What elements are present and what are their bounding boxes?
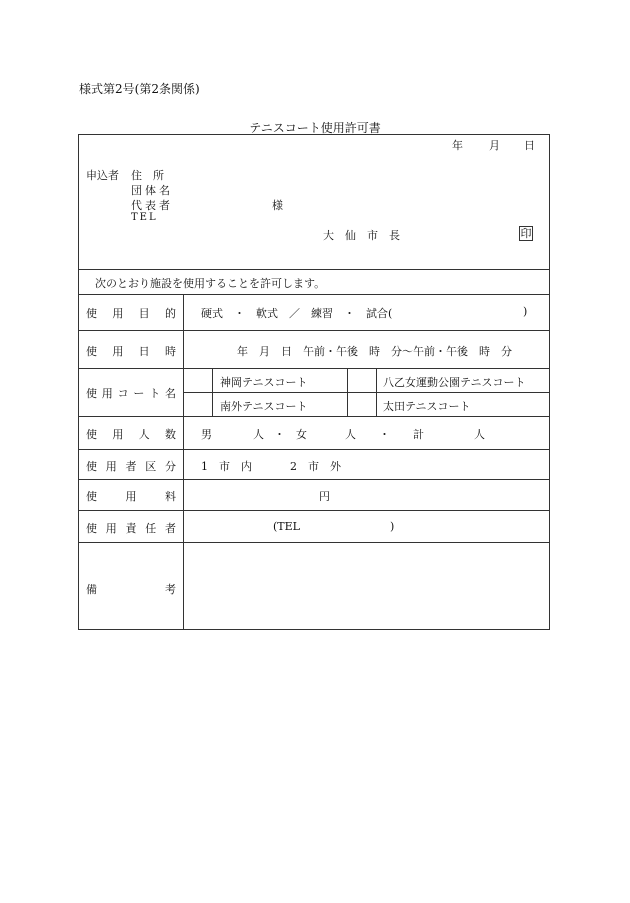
count-label: 使 用 人 数 [86,428,176,441]
applicant-label: 申込者 [86,169,119,182]
divider [78,330,550,331]
purpose-close-paren: ) [523,305,528,318]
divider [78,449,550,450]
manager-tel-open: (TEL [273,520,300,533]
divider [78,294,550,295]
purpose-options: 硬式 ・ 軟式 ／ 練習 ・ 試合( [201,307,393,320]
address-label: 住 所 [131,169,164,182]
divider [78,479,550,480]
category-label: 使 用 者 区 分 [86,460,176,473]
tel-label: TEL [131,212,158,223]
fee-unit: 円 [319,490,330,503]
category-option-outside: 2 市 外 [290,460,341,473]
column-divider [183,294,184,630]
court-name: 神岡テニスコート [220,376,308,389]
divider [183,392,550,393]
datetime-value: 年 月 日 午前・午後 時 分〜午前・午後 時 分 [237,345,512,358]
court-name: 八乙女運動公園テニスコート [383,376,526,389]
remarks-label: 備 考 [86,583,176,596]
column-divider [347,368,348,416]
category-option-inside: 1 市 内 [201,460,252,473]
column-divider [376,368,377,416]
count-unit: 人 [345,428,356,441]
count-unit: 人 [253,428,264,441]
manager-label: 使 用 責 任 者 [86,522,176,535]
fee-label: 使 用 料 [86,490,176,503]
date-year: 年 [452,139,463,152]
divider [78,368,550,369]
issuer-name: 大 仙 市 長 [323,229,400,242]
representative-honorific: 様 [272,199,283,212]
count-male: 男 [201,428,212,441]
count-separator: ・ [274,428,285,441]
court-label: 使 用 コ ー ト 名 [86,387,176,400]
divider [78,269,550,270]
divider [78,510,550,511]
date-day: 日 [524,139,535,152]
court-name: 太田テニスコート [383,400,471,413]
divider [78,542,550,543]
date-month: 月 [489,139,500,152]
court-name: 南外テニスコート [220,400,308,413]
count-unit: 人 [474,428,485,441]
count-female: 女 [296,428,307,441]
purpose-label: 使 用 目 的 [86,307,176,320]
column-divider [212,368,213,416]
document-title: テニスコート使用許可書 [249,121,381,135]
group-name-label: 団体名 [131,184,173,197]
seal-stamp: 印 [520,227,532,240]
divider [78,416,550,417]
manager-tel-close: ) [390,520,395,533]
datetime-label: 使 用 日 時 [86,345,176,358]
count-total: 計 [413,428,424,441]
permission-statement: 次のとおり施設を使用することを許可します。 [95,277,326,290]
count-separator: ・ [379,428,390,441]
representative-label: 代表者 [131,199,173,212]
form-number: 様式第2号(第2条関係) [79,82,200,96]
